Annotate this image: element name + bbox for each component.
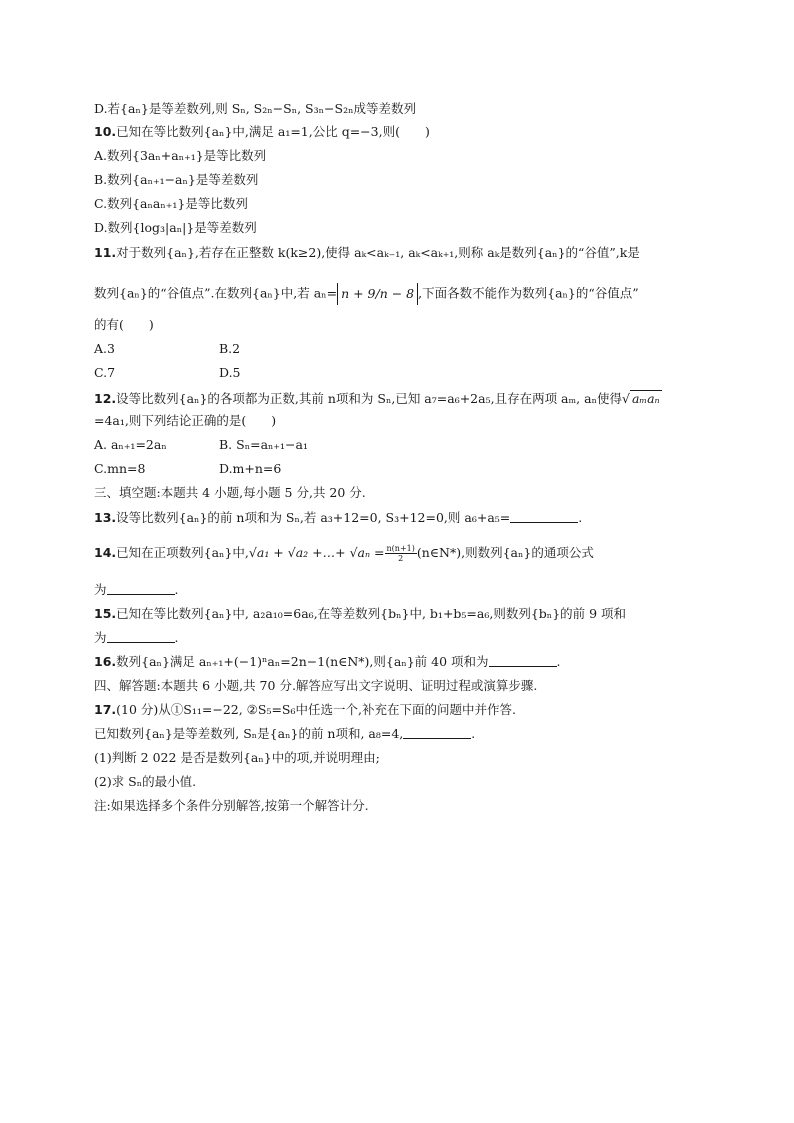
- q11-option-d: D.5: [219, 365, 241, 380]
- answer-blank[interactable]: [510, 511, 578, 523]
- q14-text-post: (n∈N*),则数列{aₙ}的通项公式: [416, 545, 594, 560]
- question-number: 17.: [94, 702, 117, 717]
- question-11-stem: 对于数列{aₙ},若存在正整数 k(k≥2),使得 aₖ<aₖ₋₁, aₖ<aₖ₊₁,则称 aₖ是数列{aₙ}的“谷值”,k是: [116, 245, 640, 260]
- question-17-note: 注:如果选择多个条件分别解答,按第一个解答计分.: [94, 798, 369, 813]
- question-10: [94, 124, 430, 140]
- q15-answer-prefix: 为: [94, 630, 107, 645]
- q10-option-d: D.数列{log₃|aₙ|}是等差数列: [94, 220, 257, 235]
- question-15-line-1: [94, 606, 626, 622]
- q12-option-a: A. aₙ₊₁=2aₙ: [94, 437, 167, 452]
- question-11-line-1: [94, 245, 640, 261]
- q12-sqrt-expression: aₘaₙ: [631, 391, 660, 406]
- answer-blank[interactable]: [403, 727, 471, 739]
- question-number: 10.: [94, 124, 117, 139]
- question-13-stem: 设等比数列{aₙ}的前 n项和为 Sₙ,若 a₃+12=0, S₃+12=0,则 a₆+a₅=: [116, 510, 511, 525]
- fraction-denominator: 2: [398, 554, 404, 563]
- q12-option-d: D.m+n=6: [219, 461, 282, 476]
- answer-blank[interactable]: [107, 631, 175, 643]
- q14-text-pre: 已知在正项数列{aₙ}中,: [116, 545, 249, 560]
- q10-option-c: C.数列{aₙaₙ₊₁}是等比数列: [94, 196, 248, 211]
- q14-answer-prefix: 为: [94, 582, 107, 597]
- question-17-line-2: 已知数列{aₙ}是等差数列, Sₙ是{aₙ}的前 n项和, a₈=4, .: [94, 726, 476, 741]
- question-14-line-2: 为 .: [94, 582, 179, 597]
- question-number: 12.: [94, 391, 117, 406]
- question-16: 16.数列{aₙ}满足 aₙ₊₁+(−1)ⁿaₙ=2n−1(n∈N*),则{aₙ}前 40 项和为 .: [94, 654, 561, 669]
- section-4-heading: 四、解答题:本题共 6 小题,共 70 分.解答应写出文字说明、证明过程或演算步骤.: [94, 678, 538, 693]
- answer-blank[interactable]: [107, 583, 175, 595]
- question-12-stem: 设等比数列{aₙ}的各项都为正数,其前 n项和为 Sₙ,已知 a₇=a₆+2a₅,且存在两项 aₘ, aₙ使得: [116, 391, 622, 406]
- question-17-line-1: [94, 702, 516, 718]
- question-11-line-2: [94, 283, 639, 305]
- section-3-heading: 三、填空题:本题共 4 小题,每小题 5 分,共 20 分.: [94, 485, 366, 500]
- q11-text-post: ,下面各数不能作为数列{aₙ}的“谷值点”: [418, 285, 639, 301]
- fraction-numerator: n(n+1): [386, 544, 415, 553]
- question-12-line-2: =4a₁,则下列结论正确的是( ): [94, 413, 277, 428]
- q10-option-b: B.数列{aₙ₊₁−aₙ}是等差数列: [94, 172, 259, 187]
- question-10-stem: 已知在等比数列{aₙ}中,满足 a₁=1,公比 q=−3,则( ): [116, 124, 430, 139]
- question-17-part-2: (2)求 Sₙ的最小值.: [94, 774, 197, 789]
- q11-absolute-expression: n + 9/n − 8: [337, 283, 418, 305]
- question-15-line-2: 为 .: [94, 630, 179, 645]
- question-13: 13.设等比数列{aₙ}的前 n项和为 Sₙ,若 a₃+12=0, S₃+12=0,则 a₆+a₅= .: [94, 510, 583, 525]
- answer-blank[interactable]: [489, 655, 557, 667]
- q11-text-pre: 数列{aₙ}的“谷值点”.在数列{aₙ}中,若 aₙ=: [94, 285, 338, 301]
- q12-option-b: B. Sₙ=aₙ₊₁−a₁: [219, 437, 308, 452]
- question-17-part-1: (1)判断 2 022 是否是数列{aₙ}中的项,并说明理由;: [94, 750, 380, 765]
- q17-condition-text: 已知数列{aₙ}是等差数列, Sₙ是{aₙ}的前 n项和, a₈=4,: [94, 726, 404, 741]
- question-15-stem: 已知在等比数列{aₙ}中, a₂a₁₀=6a₆,在等差数列{bₙ}中, b₁+b₅=a₆,则数列{bₙ}的前 9 项和: [116, 606, 627, 621]
- q14-fraction: [385, 544, 417, 563]
- sqrt-symbol: √: [621, 391, 630, 406]
- question-16-stem: 数列{aₙ}满足 aₙ₊₁+(−1)ⁿaₙ=2n−1(n∈N*),则{aₙ}前 40 项和为: [116, 654, 489, 669]
- question-12-line-1: [94, 390, 662, 407]
- q11-option-c: C.7: [94, 365, 116, 380]
- question-number: 14.: [94, 545, 117, 560]
- question-17-stem: (10 分)从①S₁₁=−22, ②S₅=S₆中任选一个,补充在下面的问题中并作答.: [116, 702, 516, 717]
- q14-sum-expression: √a₁ + √a₂ +…+ √aₙ =: [248, 545, 385, 560]
- question-14-line-1: [94, 544, 594, 563]
- question-11-line-3: 的有( ): [94, 317, 154, 332]
- question-number: 11.: [94, 245, 117, 260]
- q10-option-a: A.数列{3aₙ+aₙ₊₁}是等比数列: [94, 148, 267, 163]
- question-number: 13.: [94, 510, 117, 525]
- question-number: 15.: [94, 606, 117, 621]
- option-d-line: D.若{aₙ}是等差数列,则 Sₙ, S₂ₙ−Sₙ, S₃ₙ−S₂ₙ成等差数列: [94, 101, 416, 116]
- q11-option-b: B.2: [219, 341, 241, 356]
- q12-option-c: C.mn=8: [94, 461, 146, 476]
- q11-option-a: A.3: [94, 341, 115, 356]
- question-number: 16.: [94, 654, 117, 669]
